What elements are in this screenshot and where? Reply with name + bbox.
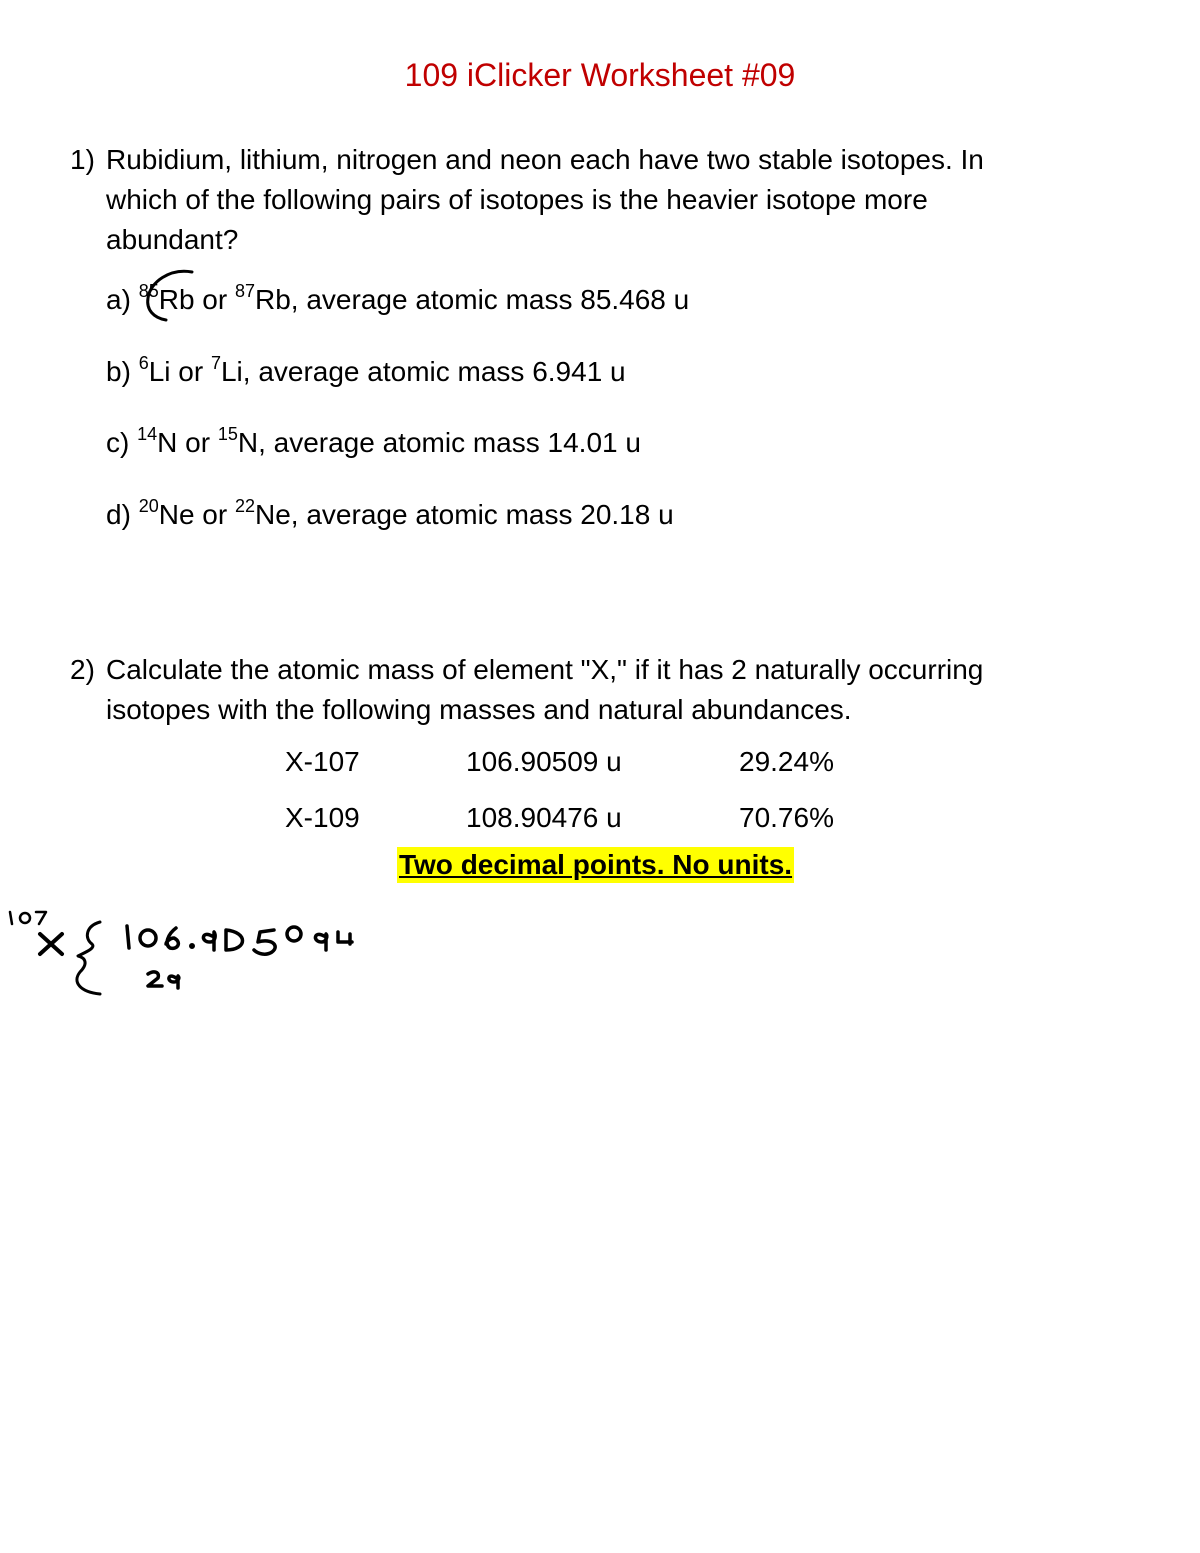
handwritten-brace bbox=[77, 922, 100, 994]
option-c-mass-2: 15 bbox=[217, 424, 238, 444]
option-b-text-1: Li or bbox=[148, 356, 211, 387]
isotope-abundance: 29.24% bbox=[739, 746, 834, 777]
option-d-text-1: Ne or bbox=[158, 499, 235, 530]
option-c-label: c) bbox=[106, 427, 130, 458]
handwritten-superscript bbox=[10, 912, 46, 924]
option-b-mass-2: 7 bbox=[210, 353, 221, 373]
option-c-text-2: N, average atomic mass 14.01 u bbox=[237, 427, 641, 458]
option-c bbox=[106, 423, 641, 463]
question-1-number: 1) bbox=[70, 144, 95, 175]
question-2-line-1: Calculate the atomic mass of element "X," if it has 2 naturally occurring bbox=[106, 654, 984, 685]
question-2-number: 2) bbox=[70, 654, 95, 685]
option-b-label: b) bbox=[106, 356, 131, 387]
isotope-name: X-109 bbox=[285, 802, 360, 833]
handwritten-x bbox=[40, 934, 62, 954]
option-b-text-2: Li, average atomic mass 6.941 u bbox=[220, 356, 626, 387]
option-b-mass-1: 6 bbox=[138, 353, 149, 373]
question-2-line-2: isotopes with the following masses and natural abundances. bbox=[106, 694, 852, 725]
question-1-line-1: Rubidium, lithium, nitrogen and neon each have two stable isotopes. In bbox=[106, 144, 984, 175]
option-d-label: d) bbox=[106, 499, 131, 530]
option-d-mass-1: 20 bbox=[138, 496, 159, 516]
option-d bbox=[106, 495, 674, 535]
isotope-abundance: 70.76% bbox=[739, 802, 834, 833]
handwritten-value bbox=[127, 926, 352, 954]
isotope-mass: 106.90509 u bbox=[466, 746, 622, 777]
option-c-mass-1: 14 bbox=[137, 424, 158, 444]
page-title: 109 iClicker Worksheet #09 bbox=[404, 57, 796, 93]
isotope-mass: 108.90476 u bbox=[466, 802, 622, 833]
option-a-mass-2: 87 bbox=[234, 281, 255, 301]
option-a-mass-1: 85 bbox=[138, 281, 159, 301]
option-a-label: a) bbox=[106, 284, 131, 315]
option-a-text-2: Rb, average atomic mass 85.468 u bbox=[255, 284, 690, 315]
option-a-text-1: Rb or bbox=[158, 284, 235, 315]
option-b bbox=[106, 352, 626, 392]
option-a bbox=[106, 280, 689, 320]
answer-format-note: Two decimal points. No units. bbox=[397, 847, 794, 883]
question-1-line-3: abundant? bbox=[106, 224, 239, 255]
question-1-line-2: which of the following pairs of isotopes is the heavier isotope more bbox=[106, 184, 928, 215]
option-c-text-1: N or bbox=[157, 427, 218, 458]
option-d-mass-2: 22 bbox=[234, 496, 255, 516]
handwritten-sub-value bbox=[148, 972, 179, 988]
isotope-name: X-107 bbox=[285, 746, 360, 777]
option-d-text-2: Ne, average atomic mass 20.18 u bbox=[255, 499, 674, 530]
